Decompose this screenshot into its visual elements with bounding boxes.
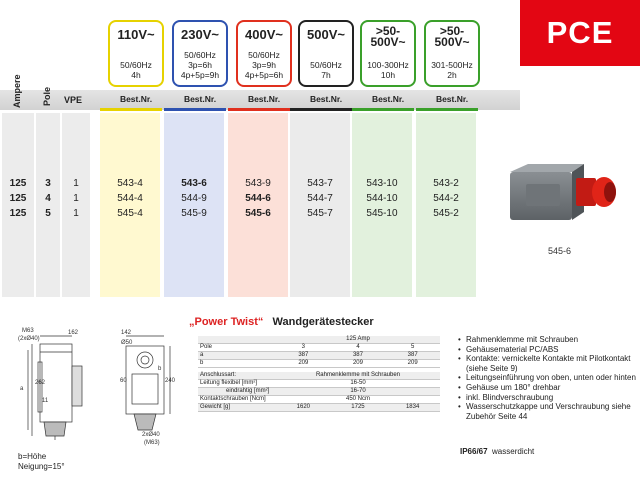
product-photo-label: 545-6 xyxy=(548,246,572,256)
vpe-cell: 1 xyxy=(73,178,79,189)
voltage-card xyxy=(360,20,416,87)
spec-cell: 450 Ncm xyxy=(276,395,440,403)
column-tint xyxy=(36,113,60,297)
order-number-cell: 544-10 xyxy=(366,193,398,204)
spec-label: Anschlussart: xyxy=(198,372,276,380)
spec-table xyxy=(198,336,440,412)
spec-amp-header: 125 Amp xyxy=(276,336,440,344)
order-number-cell: 545-10 xyxy=(366,208,398,219)
voltage-card xyxy=(424,20,480,87)
voltage-card xyxy=(108,20,164,87)
order-number-cell: 544-7 xyxy=(307,193,333,204)
spec-cell: 387 xyxy=(385,352,440,360)
column-underline xyxy=(100,108,162,111)
voltage-desc: 100-300Hz 10h xyxy=(367,60,409,80)
list-item: • Rahmenklemme mit Schrauben xyxy=(458,335,638,345)
spec-cell: 387 xyxy=(276,352,331,360)
spec-cell: 209 xyxy=(331,360,386,368)
drawing-dim-262: 262 xyxy=(35,380,46,386)
spec-cell: 209 xyxy=(276,360,331,368)
voltage-desc: 50/60Hz 3p=6h 4p+5p=9h xyxy=(180,50,220,80)
list-item: • Gehäuse um 180° drehbar xyxy=(458,383,638,393)
drawing-dim-162: 162 xyxy=(68,330,79,336)
order-number-cell: 544-6 xyxy=(245,193,271,204)
drawing-m63: M63 xyxy=(22,328,34,334)
order-number-cell: 544-4 xyxy=(117,193,143,204)
table-row xyxy=(198,403,440,411)
order-number-cell: 543-9 xyxy=(245,178,271,189)
spec-cell: Rahmenklemme mit Schrauben xyxy=(276,372,440,380)
footnote-height: b=Höhe xyxy=(18,452,47,461)
pole-cell: 4 xyxy=(45,193,51,204)
bestnr-header: Best.Nr. xyxy=(435,94,469,104)
voltage-label: 110V~ xyxy=(117,27,155,42)
table-row xyxy=(198,395,440,403)
spec-cell: 5 xyxy=(385,344,440,352)
order-number-cell: 543-10 xyxy=(366,178,398,189)
order-number-cell: 545-7 xyxy=(307,208,333,219)
column-underline xyxy=(164,108,226,111)
voltage-card xyxy=(172,20,228,87)
spec-cell: 16-70 xyxy=(276,387,440,395)
column-tint xyxy=(100,113,160,297)
order-number-cell: 543-6 xyxy=(181,178,207,189)
spec-label: eindrahtig [mm²] xyxy=(198,387,276,395)
spec-label: Leitung flexibel [mm²] xyxy=(198,379,276,387)
spec-label: b xyxy=(198,360,276,368)
spec-cell: 387 xyxy=(331,352,386,360)
ampere-header: Ampere xyxy=(12,74,22,108)
drawing-dim-60: 60 xyxy=(120,378,127,384)
spec-cell: 3 xyxy=(276,344,331,352)
table-row xyxy=(198,336,440,344)
spec-cell: 16-50 xyxy=(276,379,440,387)
voltage-label: >50- 500V~ xyxy=(370,24,406,49)
drawing-m63-2x40: (2xØ40) xyxy=(18,336,40,342)
voltage-label: 400V~ xyxy=(245,27,283,42)
order-number-cell: 544-9 xyxy=(181,193,207,204)
spec-label: a xyxy=(198,352,276,360)
ampere-cell: 125 xyxy=(9,208,27,219)
voltage-label: 500V~ xyxy=(307,27,345,42)
ip-rating xyxy=(460,447,534,456)
vpe-cell: 1 xyxy=(73,208,79,219)
vpe-header: VPE xyxy=(64,95,83,105)
bestnr-header: Best.Nr. xyxy=(309,94,343,104)
list-item: • Kontakte: vernickelte Kontakte mit Pilotkontakt (siehe Seite 9) xyxy=(458,354,638,373)
drawing-dim-240: 240 xyxy=(165,378,176,384)
spec-label: Pole xyxy=(198,344,276,352)
voltage-card xyxy=(298,20,354,87)
column-tint xyxy=(352,113,412,297)
table-row xyxy=(198,372,440,380)
table-row xyxy=(198,360,440,368)
column-underline xyxy=(290,108,352,111)
voltage-desc: 50/60Hz 4h xyxy=(120,60,152,80)
voltage-label: >50- 500V~ xyxy=(434,24,470,49)
spec-cell: 4 xyxy=(331,344,386,352)
bestnr-header: Best.Nr. xyxy=(119,94,153,104)
pce-logo: PCE xyxy=(520,0,640,66)
order-number-cell: 545-2 xyxy=(433,208,459,219)
order-number-cell: 545-9 xyxy=(181,208,207,219)
feature-list xyxy=(458,335,638,421)
pole-header: Pole xyxy=(42,86,52,106)
product-title-rest: Wandgerätestecker xyxy=(272,316,374,328)
drawing-a: a xyxy=(20,386,24,392)
table-row xyxy=(198,352,440,360)
drawing-2x40: 2xØ40 xyxy=(142,432,160,438)
voltage-desc: 301-500Hz 2h xyxy=(431,60,473,80)
spec-cell: 1620 xyxy=(276,403,331,411)
drawing-dim-11: 11 xyxy=(42,398,49,404)
table-row xyxy=(198,344,440,352)
bestnr-header: Best.Nr. xyxy=(247,94,281,104)
footnote-tilt: Neigung=15° xyxy=(18,462,65,471)
product-title xyxy=(189,316,374,328)
pole-cell: 5 xyxy=(45,208,51,219)
order-number-cell: 545-4 xyxy=(117,208,143,219)
pole-cell: 3 xyxy=(45,178,51,189)
list-item: • inkl. Blindverschraubung xyxy=(458,393,638,403)
ampere-cell: 125 xyxy=(9,193,27,204)
spec-cell: 1725 xyxy=(331,403,386,411)
column-tint xyxy=(164,113,224,297)
bestnr-header: Best.Nr. xyxy=(371,94,405,104)
drawing-b: b xyxy=(158,366,162,372)
product-photo xyxy=(500,160,620,230)
column-tint xyxy=(62,113,90,297)
list-item: • Wasserschutzkappe und Verschraubung siehe Zubehör Seite 44 xyxy=(458,402,638,421)
bestnr-header: Best.Nr. xyxy=(183,94,217,104)
spec-label: Kontaktschrauben [Ncm] xyxy=(198,395,276,403)
drawing-dim-50: Ø50 xyxy=(121,340,133,346)
order-number-cell: 543-4 xyxy=(117,178,143,189)
column-tint xyxy=(290,113,350,297)
column-underline xyxy=(352,108,414,111)
ip-rating-label: IP66/67 xyxy=(460,447,488,456)
order-number-cell: 545-6 xyxy=(245,208,271,219)
voltage-desc: 50/60Hz 3p=9h 4p+5p=6h xyxy=(244,50,284,80)
column-underline xyxy=(228,108,290,111)
drawing-m63-bottom: (M63) xyxy=(144,440,160,446)
drawing-footnote xyxy=(18,452,65,472)
list-item: • Leitungseinführung von oben, unten oder hinten xyxy=(458,373,638,383)
list-item: • Gehäusematerial PC/ABS xyxy=(458,345,638,355)
voltage-card xyxy=(236,20,292,87)
ip-rating-text: wasserdicht xyxy=(492,447,535,456)
drawing-dim-142: 142 xyxy=(121,330,132,336)
spec-cell: 209 xyxy=(385,360,440,368)
column-tint xyxy=(2,113,34,297)
order-number-cell: 543-7 xyxy=(307,178,333,189)
table-row xyxy=(198,379,440,387)
product-title-quote: „Power Twist“ xyxy=(189,316,264,328)
column-tint xyxy=(416,113,476,297)
column-tint xyxy=(228,113,288,297)
table-row xyxy=(198,387,440,395)
voltage-label: 230V~ xyxy=(181,27,219,42)
technical-drawing xyxy=(18,326,178,451)
ampere-cell: 125 xyxy=(9,178,27,189)
order-number-cell: 543-2 xyxy=(433,178,459,189)
spec-cell: 1834 xyxy=(385,403,440,411)
voltage-desc: 50/60Hz 7h xyxy=(310,60,342,80)
vpe-cell: 1 xyxy=(73,193,79,204)
spec-label: Gewicht [g] xyxy=(198,403,276,411)
column-underline xyxy=(416,108,478,111)
order-number-cell: 544-2 xyxy=(433,193,459,204)
